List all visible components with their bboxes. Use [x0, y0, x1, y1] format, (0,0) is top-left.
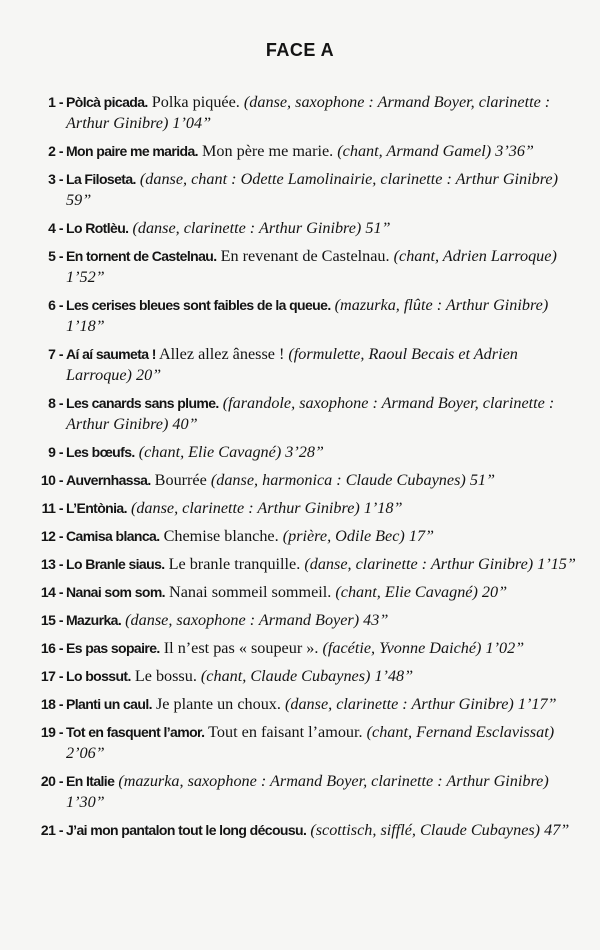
track-details: (farandole, saxophone : Armand Boyer, clarinette : Arthur Ginibre) 40” — [66, 394, 555, 433]
track-title: Les cerises bleues sont faibles de la queue. — [66, 297, 331, 313]
track-details: (mazurka, flûte : Arthur Ginibre) 1’18” — [66, 296, 549, 335]
track-title: Les canards sans plume. — [66, 395, 219, 411]
track-number: 11 - — [41, 500, 63, 516]
track-details: (chant, Elie Cavagné) 3’28” — [138, 443, 324, 461]
track-number: 16 - — [40, 640, 63, 656]
track-translation: Nanai sommeil sommeil. — [164, 583, 336, 601]
track-details: (facétie, Yvonne Daiché) 1’02” — [322, 639, 525, 657]
track-translation: Bourrée — [150, 471, 211, 489]
track-title: Tot en fasquent l’amor. — [66, 724, 205, 740]
track-number: 5 - — [48, 248, 63, 264]
track-translation: Mon père me marie. — [197, 142, 338, 160]
track-number: 17 - — [40, 668, 63, 684]
track-item — [0, 694, 600, 715]
track-details: (danse, clarinette : Arthur Ginibre) 51” — [132, 219, 391, 237]
track-item — [0, 295, 600, 337]
track-details: (chant, Armand Gamel) 3’36” — [337, 142, 534, 160]
track-details: (prière, Odile Bec) 17” — [282, 527, 435, 545]
track-details: (formulette, Raoul Becais et Adrien Larroque) 20” — [66, 345, 518, 384]
track-translation: Polka piquée. — [147, 93, 244, 111]
track-item — [0, 393, 600, 435]
track-number: 10 - — [40, 472, 63, 488]
track-item — [0, 141, 600, 162]
track-number: 1 - — [48, 94, 63, 110]
track-translation: Allez allez ânesse ! — [155, 345, 289, 363]
track-item — [0, 498, 600, 519]
track-details: (danse, clarinette : Arthur Ginibre) 1’17” — [284, 695, 557, 713]
track-translation: Le branle tranquille. — [164, 555, 305, 573]
track-title: Es pas sopaire. — [66, 640, 160, 656]
track-number: 4 - — [48, 220, 63, 236]
track-title: Auvernhassa. — [66, 472, 151, 488]
track-item — [0, 470, 600, 491]
track-title: Mon paire me marida. — [66, 143, 198, 159]
track-item — [0, 169, 600, 211]
track-item — [0, 610, 600, 631]
track-title: En Italie — [66, 773, 115, 789]
track-title: Aí aí saumeta ! — [66, 346, 156, 362]
track-item — [0, 722, 600, 764]
track-number: 6 - — [48, 297, 63, 313]
track-details: (danse, chant : Odette Lamolinairie, clarinette : Arthur Ginibre) 59” — [66, 170, 558, 209]
track-details: (mazurka, saxophone : Armand Boyer, clarinette : Arthur Ginibre) 1’30” — [66, 772, 549, 811]
track-details: (danse, harmonica : Claude Cubaynes) 51” — [210, 471, 496, 489]
track-number: 2 - — [48, 143, 63, 159]
track-details: (danse, saxophone : Armand Boyer) 43” — [125, 611, 389, 629]
track-title: Lo Branle siaus. — [66, 556, 165, 572]
track-item — [0, 582, 600, 603]
track-details: (chant, Elie Cavagné) 20” — [335, 583, 508, 601]
track-number: 14 - — [40, 584, 63, 600]
track-number: 8 - — [48, 395, 63, 411]
track-translation: Tout en faisant l’amour. — [204, 723, 367, 741]
track-number: 18 - — [40, 696, 63, 712]
track-title: Pòlcà picada. — [66, 94, 148, 110]
track-translation: Chemise blanche. — [159, 527, 283, 545]
track-number: 19 - — [40, 724, 63, 740]
track-item — [0, 638, 600, 659]
track-details: (chant, Claude Cubaynes) 1’48” — [200, 667, 414, 685]
track-item — [0, 771, 600, 813]
track-number: 13 - — [40, 556, 63, 572]
track-item — [0, 92, 600, 134]
track-details: (scottisch, sifflé, Claude Cubaynes) 47” — [310, 821, 570, 839]
track-title: Les bœufs. — [66, 444, 135, 460]
track-title: Camisa blanca. — [66, 528, 160, 544]
track-number: 3 - — [48, 171, 63, 187]
track-item — [0, 554, 600, 575]
track-details: (chant, Adrien Larroque) 1’52” — [66, 247, 557, 286]
track-details: (danse, saxophone : Armand Boyer, clarinette : Arthur Ginibre) 1’04” — [66, 93, 551, 132]
track-item — [0, 344, 600, 386]
track-title: Lo Rotlèu. — [66, 220, 129, 236]
track-number: 20 - — [40, 773, 63, 789]
track-title: Planti un caul. — [66, 696, 152, 712]
track-number: 15 - — [40, 612, 63, 628]
track-title: J’ai mon pantalon tout le long décousu. — [66, 822, 307, 838]
track-item — [0, 246, 600, 288]
track-details: (chant, Fernand Esclavissat) 2’06” — [66, 723, 555, 762]
track-translation: Il n’est pas « soupeur ». — [159, 639, 323, 657]
track-title: La Filoseta. — [66, 171, 136, 187]
track-translation: Le bossu. — [130, 667, 201, 685]
track-item — [0, 820, 600, 841]
track-item — [0, 526, 600, 547]
track-title: Lo bossut. — [66, 668, 131, 684]
track-title: Nanai som som. — [66, 584, 165, 600]
track-item — [0, 442, 600, 463]
page-title: FACE A — [265, 40, 335, 60]
track-number: 7 - — [48, 346, 63, 362]
track-number: 12 - — [40, 528, 63, 544]
track-number: 9 - — [48, 444, 63, 460]
track-translation: En revenant de Castelnau. — [216, 247, 394, 265]
track-title: L’Entònia. — [66, 500, 127, 516]
track-details: (danse, clarinette : Arthur Ginibre) 1’18” — [130, 499, 403, 517]
track-item — [0, 218, 600, 239]
track-translation: Je plante un choux. — [151, 695, 285, 713]
track-item — [0, 666, 600, 687]
track-title: En tornent de Castelnau. — [66, 248, 217, 264]
track-number: 21 - — [40, 822, 63, 838]
track-details: (danse, clarinette : Arthur Ginibre) 1’15” — [304, 555, 576, 573]
track-list — [0, 92, 600, 848]
track-title: Mazurka. — [66, 612, 122, 628]
